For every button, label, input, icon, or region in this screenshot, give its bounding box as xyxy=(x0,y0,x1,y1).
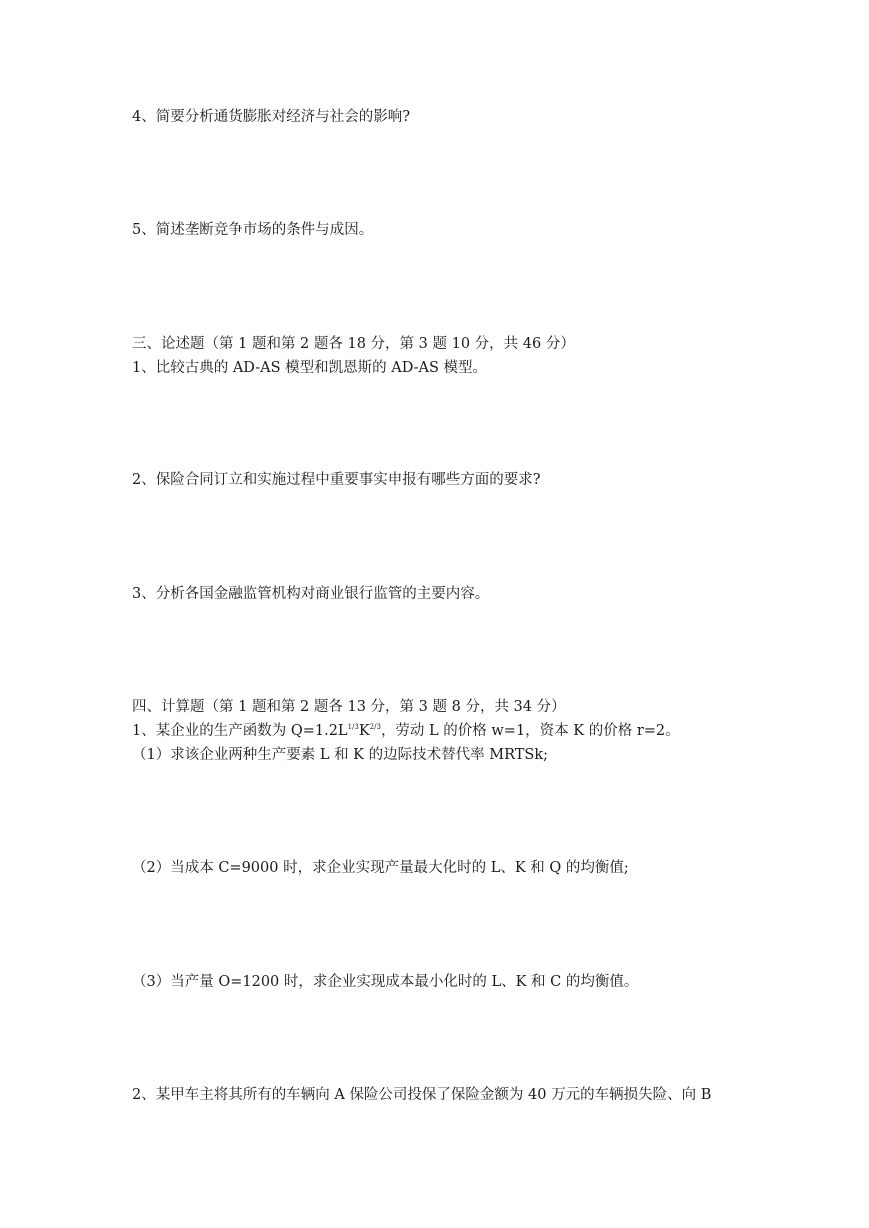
question-4: 4、简要分析通货膨胀对经济与社会的影响? xyxy=(132,109,410,125)
section-3-heading: 三、论述题（第 1 题和第 2 题各 18 分，第 3 题 10 分，共 46 分） xyxy=(132,336,575,352)
section-3-question-2: 2、保险合同订立和实施过程中重要事实申报有哪些方面的要求? xyxy=(132,472,541,488)
question-1-prefix: 1、某企业的生产函数为 Q=1.2L xyxy=(132,723,348,739)
section-4-question-1 xyxy=(132,722,680,740)
section-4-question-1-part-1: （1）求该企业两种生产要素 L 和 K 的边际技术替代率 MRTSk; xyxy=(132,747,549,763)
section-4-question-2: 2、某甲车主将其所有的车辆向 A 保险公司投保了保险金额为 40 万元的车辆损失险、向 B xyxy=(132,1087,712,1103)
section-4-question-1-part-3: （3）当产量 O=1200 时，求企业实现成本最小化时的 L、K 和 C 的均衡值。 xyxy=(132,974,639,990)
section-3-question-1: 1、比较古典的 AD-AS 模型和凯恩斯的 AD-AS 模型。 xyxy=(132,360,488,376)
section-4-question-1-part-2: （2）当成本 C=9000 时，求企业实现产量最大化时的 L、K 和 Q 的均衡值; xyxy=(132,860,629,876)
variable-k: K xyxy=(358,723,370,739)
section-3-question-3: 3、分析各国金融监管机构对商业银行监管的主要内容。 xyxy=(132,586,490,602)
question-1-suffix: ，劳动 L 的价格 w=1，资本 K 的价格 r=2。 xyxy=(380,723,680,739)
section-4-heading: 四、计算题（第 1 题和第 2 题各 13 分，第 3 题 8 分，共 34 分） xyxy=(132,699,566,715)
exponent-k: 2/3 xyxy=(369,723,381,731)
question-5: 5、简述垄断竞争市场的条件与成因。 xyxy=(132,222,374,238)
exponent-l: 1/3 xyxy=(347,723,359,731)
